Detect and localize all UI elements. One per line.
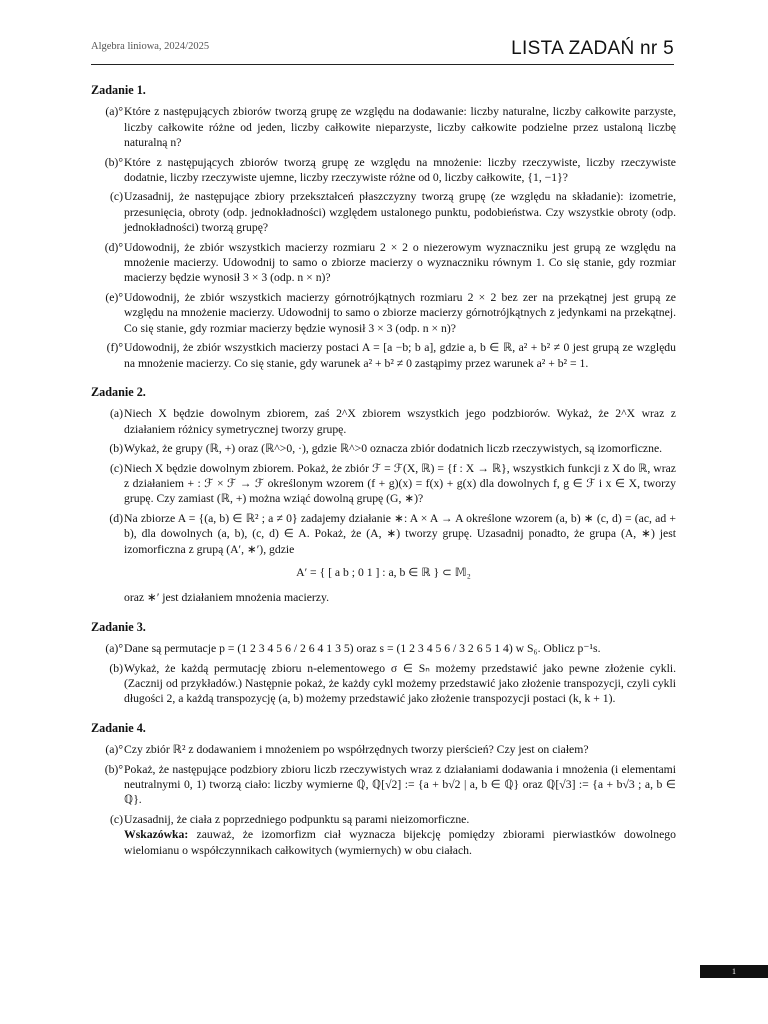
zadanie-1-item-c xyxy=(91,189,676,235)
item-label: (f)° xyxy=(106,341,123,355)
zadanie-1-item-b xyxy=(91,155,676,186)
item-text: Wykaż, że grupy (ℝ, +) oraz (ℝ^>0, ·), gdzie ℝ^>0 oznacza zbiór dodatnich liczb rzeczywistych, są izomorficzne. xyxy=(124,442,663,456)
item-label: (b)° xyxy=(104,762,123,776)
item-text: Na zbiorze A = {(a, b) ∈ ℝ² ; a ≠ 0} zadajemy działanie ∗: A × A → A określone wzorem (a, b) ∗ (c, d) = (ac, ad + b), dla dowolnych (a, b), (c, d) ∈ A. Pokaż, że (A, ∗) tworzy grupę. Uzasadnij ponadto, że grupa (A, ∗) jest izomorficzna z grupą (A′, ∗′), gdzie xyxy=(124,511,676,556)
item-text: Czy zbiór ℝ² z dodawaniem i mnożeniem po współrzędnych tworzy pierścień? Czy jest on ciałem? xyxy=(124,743,589,757)
header-rule xyxy=(91,64,674,65)
item-text: Niech X będzie dowolnym zbiorem. Pokaż, że zbiór ℱ = ℱ(X, ℝ) = {f : X → ℝ}, wszystkich funkcji z X do ℝ, wraz z działaniem + : ℱ × ℱ → ℱ określonym wzorem (f + g)(x) = f(x) + g(x) dla dowolnych f, g ∈ ℱ i x ∈ X, tworzy grupę. Czy zamiast (ℝ, +) można wziąć dowolną grupę (G, ∗)? xyxy=(124,461,676,506)
zadanie-1 xyxy=(91,83,676,371)
zadanie-3 xyxy=(91,620,676,707)
item-label: (c) xyxy=(110,812,123,826)
zadanie-1-item-a xyxy=(91,104,676,150)
item-text: Udowodnij, że zbiór wszystkich macierzy postaci A = [a −b; b a], gdzie a, b ∈ ℝ, a² + b² ≠ 0 jest grupą ze względu na mnożenie macierzy. Co się stanie, gdy warunek a² + b² ≠ 0 zastąpimy przez warunek a² + b² = 1. xyxy=(124,341,676,370)
hint-text: zauważ, że izomorfizm ciał wyznacza bijekcję pomiędzy zbiorami pierwiastków dowolnego wielomianu o współczynnikach całkowitych (wymiernych) w obu ciałach. xyxy=(124,828,676,857)
display-formula: A′ = { [ a b ; 0 1 ] : a, b ∈ ℝ } ⊂ 𝕄₂ xyxy=(296,565,471,579)
item-text: Udowodnij, że zbiór wszystkich macierzy rozmiaru 2 × 2 o niezerowym wyznaczniku jest grupą ze względu na mnożenie macierzy. Udowodnij to samo o zbiorze macierzy o wyznaczniku równym 1. Co się stanie, gdy rozmiar macierzy będzie wynosił 3 × 3 (odp. n × n)? xyxy=(124,240,676,285)
item-label: (a) xyxy=(110,407,123,421)
item-text: Dane są permutacje p = (1 2 3 4 5 6 / 2 6 4 1 3 5) oraz s = (1 2 3 4 5 6 / 3 2 6 5 1 4) w S₆. Oblicz p⁻¹s. xyxy=(124,642,601,656)
zadanie-3-item-a xyxy=(91,641,676,656)
item-text: Które z następujących zbiorów tworzą grupę ze względu na dodawanie: liczby naturalne, liczby całkowite parzyste, liczby całkowite różne od jeden, liczby całkowite nieparzyste, liczby całkowite podzielne przez ustaloną liczbę naturalną n? xyxy=(124,105,676,150)
zadanie-2-item-c xyxy=(91,461,676,507)
hint-label: Wskazówka: xyxy=(124,828,189,842)
zadanie-1-item-d xyxy=(91,240,676,286)
item-text: Uzasadnij, że następujące zbiory przekształceń płaszczyzny tworzą grupę (ze względu na składanie): izometrie, przesunięcia, obroty (odp. jednokładności) względem ustalonego punktu, podobieństwa. Czy wszystkie obroty (odp. jednokładności) tworzą grupę? xyxy=(124,190,676,235)
item-label: (b)° xyxy=(104,155,123,169)
item-label: (b) xyxy=(109,442,123,456)
page-number: 1 xyxy=(732,967,736,976)
zadanie-1-heading: Zadanie 1. xyxy=(91,83,146,97)
zadanie-2-heading: Zadanie 2. xyxy=(91,384,146,399)
item-label: (a)° xyxy=(105,743,123,757)
zadanie-2-item-a xyxy=(91,406,676,437)
item-label: (d) xyxy=(109,511,123,525)
zadanie-3-heading: Zadanie 3. xyxy=(91,619,146,634)
zadanie-1-item-e xyxy=(91,290,676,336)
item-label: (a)° xyxy=(105,642,123,656)
zadanie-4 xyxy=(91,721,676,858)
item-c-text: Uzasadnij, że ciała z poprzedniego podpunktu są parami nieizomorficzne. xyxy=(124,812,470,826)
page-title: LISTA ZADAŃ nr 5 xyxy=(511,38,674,59)
zadanie-4-heading: Zadanie 4. xyxy=(91,720,146,735)
zadanie-4-item-a xyxy=(91,742,676,757)
item-text: Które z następujących zbiorów tworzą grupę ze względu na mnożenie: liczby rzeczywiste, liczby rzeczywiste dodatnie, liczby rzeczywiste ujemne, liczby rzeczywiste różne od 0, liczby całkowite, {1, −1}? xyxy=(124,155,676,185)
item-label: (a)° xyxy=(105,105,123,119)
zadanie-2-item-b xyxy=(91,441,676,456)
zadanie-2-item-d xyxy=(91,511,676,557)
zadanie-4-item-c xyxy=(91,812,676,858)
zadanie-4-item-b xyxy=(91,762,676,808)
item-text xyxy=(124,812,676,858)
course-name: Algebra liniowa, 2024/2025 xyxy=(91,41,210,52)
formula-followup: oraz ∗′ jest działaniem mnożenia macierzy. xyxy=(124,591,329,605)
zadanie-1-item-f xyxy=(91,340,676,371)
zadanie-3-item-b xyxy=(91,661,676,707)
zadanie-2 xyxy=(91,385,676,606)
item-label: (b) xyxy=(109,661,123,675)
item-label: (d)° xyxy=(104,240,123,254)
item-label: (e)° xyxy=(105,290,123,304)
item-text: Wykaż, że każdą permutację zbioru n-elementowego σ ∈ Sₙ możemy przedstawić jako pewne złożenie cykli. (Zacznij od przykładów.) Następnie pokaż, że każdy cykl możemy przedstawić jako złożenie transpozycji, czyli cykli długości 2, a każdą transpozycję (a, b) możemy przedstawić jako złożenie transpozycji postaci (k, k + 1). xyxy=(124,661,676,706)
problem-list xyxy=(91,83,676,862)
item-text: Udowodnij, że zbiór wszystkich macierzy górnotrójkątnych rozmiaru 2 × 2 bez zer na przekątnej jest grupą ze względu na mnożenie macierzy. Udowodnij to samo o zbiorze macierzy górnotrójkątnych z jedynkami na przekątnej. Co się stanie, gdy rozmiar macierzy będzie wynosił 3 × 3 (odp. n × n)? xyxy=(124,290,676,335)
item-text: Niech X będzie dowolnym zbiorem, zaś 2^X zbiorem wszystkich jego podzbiorów. Wykaż, że 2^X wraz z działaniem różnicy symetrycznej tworzy grupę. xyxy=(124,407,676,436)
item-label: (c) xyxy=(110,190,123,204)
item-text: Pokaż, że następujące podzbiory zbioru liczb rzeczywistych wraz z działaniami dodawania i mnożenia (i elementami neutralnymi 0, 1) tworzą ciało: liczby wymierne ℚ, ℚ[√2] := {a + b√2 | a, b ∈ ℚ} oraz ℚ[√3] := {a + b√3 ; a, b ∈ ℚ}. xyxy=(124,762,676,807)
item-label: (c) xyxy=(110,461,123,475)
